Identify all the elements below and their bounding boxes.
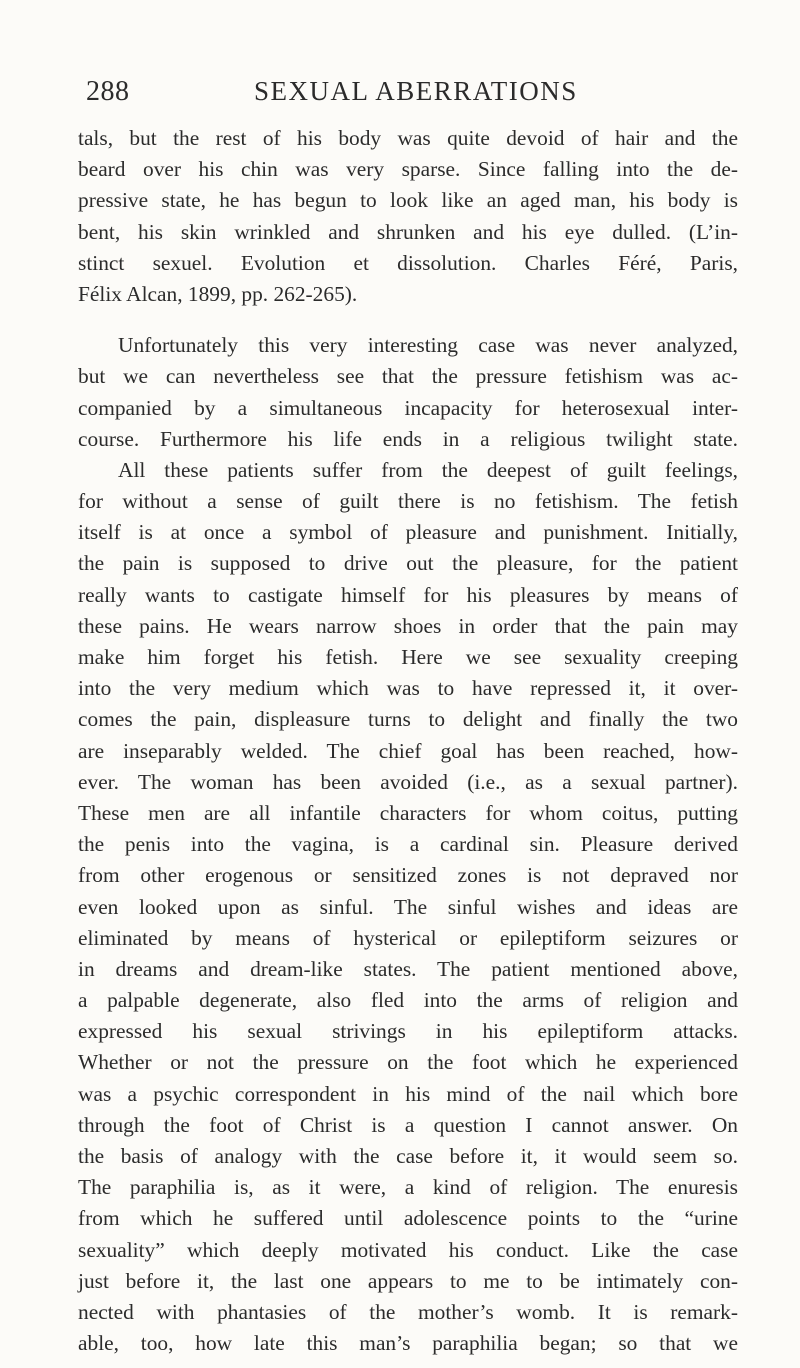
text-line: but we can nevertheless see that the pressure fetishism was ac- [78,364,738,389]
text-line: ever. The woman has been avoided (i.e., as a sexual partner). [78,769,738,794]
text-line: Whether or not the pressure on the foot which he experienced [78,1050,738,1075]
text-line: bent, his skin wrinkled and shrunken and his eye dulled. (L’in- [78,219,738,244]
text-line: into the very medium which was to have repressed it, it over- [78,676,738,701]
text-line: pressive state, he has begun to look like an aged man, his body is [78,188,738,213]
text-line: the basis of analogy with the case before it, it would seem so. [78,1144,738,1168]
text-line: for without a sense of guilt there is no fetishism. The fetish [78,489,738,514]
page-number: 288 [86,76,130,107]
text-line: make him forget his fetish. Here we see sexuality creeping [78,645,738,669]
text-line: are inseparably welded. The chief goal has been reached, how- [78,738,738,763]
text-line: stinct sexuel. Evolution et dissolution. Charles Féré, Paris, [78,250,738,275]
text-line: was a psychic correspondent in his mind of the nail which bore [78,1081,738,1106]
text-line: really wants to castigate himself for his pleasures by means of [78,582,738,607]
text-line: The paraphilia is, as it were, a kind of religion. The enuresis [78,1175,738,1200]
text-line: sexuality” which deeply motivated his conduct. Like the case [78,1237,738,1262]
text-line: through the foot of Christ is a question I cannot answer. On [78,1112,738,1137]
text-line: from which he suffered until adolescence points to the “urine [78,1206,738,1231]
text-line: in dreams and dream-like states. The patient mentioned above, [78,956,738,981]
text-line: able, too, how late this man’s paraphilia began; so that we [78,1331,738,1356]
text-line: just before it, the last one appears to me to be intimately con- [78,1268,738,1293]
text-line: a palpable degenerate, also fled into the arms of religion and [78,988,738,1013]
text-line: from other erogenous or sensitized zones is not depraved nor [78,863,738,888]
text-line: tals, but the rest of his body was quite devoid of hair and the [78,126,738,150]
text-line: All these patients suffer from the deepest of guilt feelings, [118,457,738,482]
text-line: companied by a simultaneous incapacity for heterosexual inter- [78,395,738,420]
running-head: SEXUAL ABERRATIONS [254,76,578,106]
text-line: nected with phantasies of the mother’s womb. It is remark- [78,1299,738,1324]
paragraph-break [78,310,738,330]
text-line: eliminated by means of hysterical or epileptiform seizures or [78,925,738,950]
text-line: Unfortunately this very interesting case was never analyzed, [118,333,738,358]
text-line: these pains. He wears narrow shoes in order that the pain may [78,613,738,638]
page-header [86,76,726,116]
text-line: the penis into the vagina, is a cardinal sin. Pleasure derived [78,832,738,857]
text-line: comes the pain, displeasure turns to delight and finally the two [78,707,738,732]
text-line: beard over his chin was very sparse. Since falling into the de- [78,157,738,182]
text-line: the pain is supposed to drive out the pleasure, for the patient [78,551,738,576]
body-text [78,123,738,1359]
text-line: expressed his sexual strivings in his epileptiform attacks. [78,1019,738,1044]
text-line: These men are all infantile characters for whom coitus, putting [78,800,738,825]
text-line: course. Furthermore his life ends in a religious twilight state. [78,426,738,451]
text-line: itself is at once a symbol of pleasure and punishment. Initially, [78,520,738,545]
text-line: Félix Alcan, 1899, pp. 262-265). [78,281,358,306]
text-line: even looked upon as sinful. The sinful wishes and ideas are [78,894,738,919]
